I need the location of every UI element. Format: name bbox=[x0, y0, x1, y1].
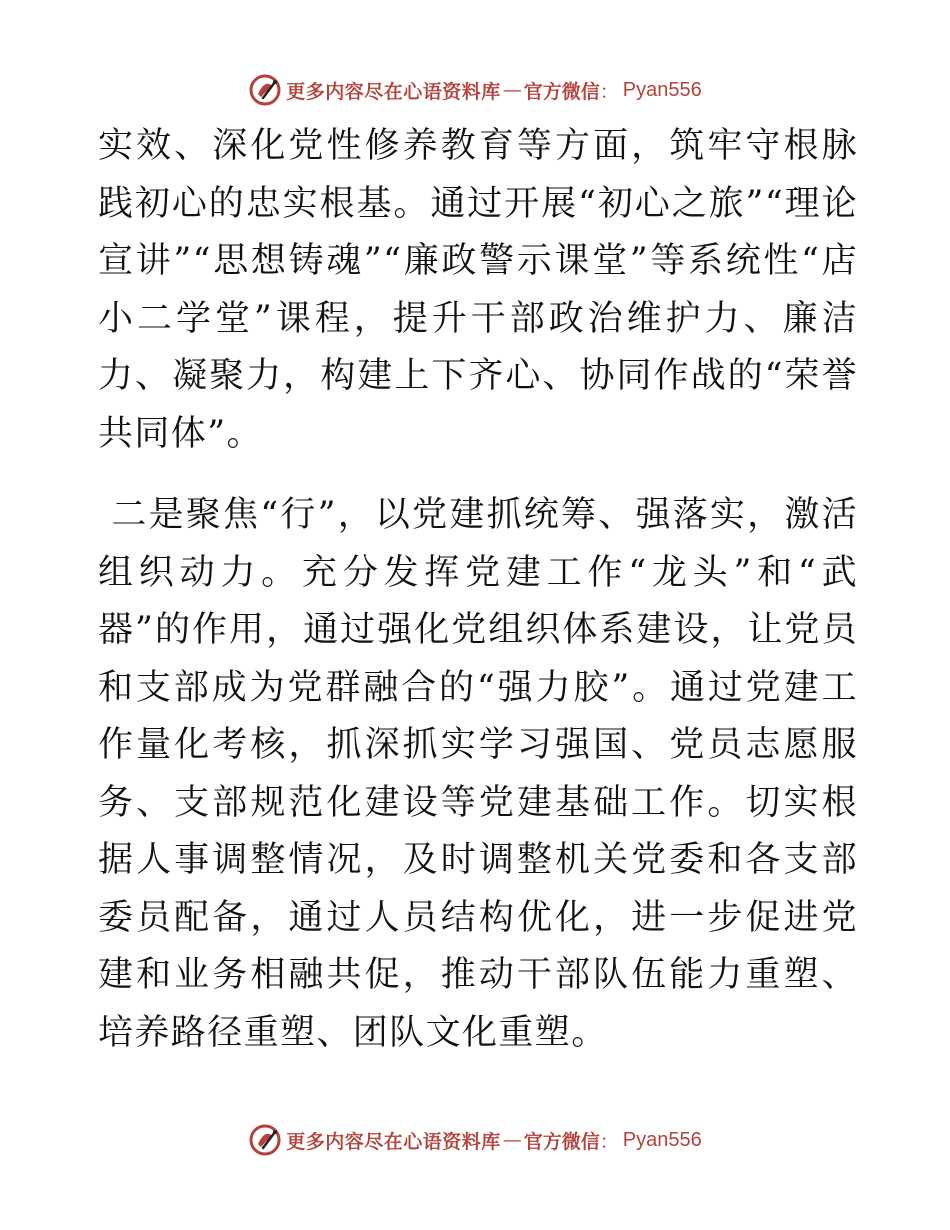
watermark-official-label: 官方微信 bbox=[523, 1130, 600, 1153]
document-body bbox=[98, 118, 858, 1062]
paragraph-2: 二是聚焦“行”，以党建抓统筹、强落实，激活组织动力。充分发挥党建工作“龙头”和“武器”的作用，通过强化党组织体系建设，让党员和支部成为党群融合的“强力胶”。通过党建工作量化考核，抓深抓实学习强国、党员志愿服务、支部规范化建设等党建基础工作。切实根据人事调整情况，及时调整机关党委和各支部委员配备，通过人员结构优化，进一步促进党建和业务相融共促，推动干部队伍能力重塑、培养路径重塑、团队文化重塑。 bbox=[98, 495, 858, 1053]
watermark-wechat-id: Pyan556 bbox=[622, 1128, 702, 1151]
watermark-dash: — bbox=[502, 1129, 522, 1151]
header-watermark bbox=[0, 70, 950, 110]
watermark-wechat-id: Pyan556 bbox=[622, 78, 702, 101]
brand-logo-icon bbox=[248, 1123, 282, 1157]
watermark-colon: ： bbox=[599, 80, 619, 103]
watermark-dash: — bbox=[502, 79, 522, 101]
watermark-brand-text: 更多内容尽在心语资料库 bbox=[286, 80, 501, 103]
watermark-official-label: 官方微信 bbox=[523, 80, 600, 103]
brand-logo-icon bbox=[248, 73, 282, 107]
paragraph-1: 实效、深化党性修养教育等方面，筑牢守根脉践初心的忠实根基。通过开展“初心之旅”“理论宣讲”“思想铸魂”“廉政警示课堂”等系统性“店小二学堂”课程，提升干部政治维护力、廉洁力、凝聚力，构建上下齐心、协同作战的“荣誉共同体”。 bbox=[98, 126, 858, 454]
watermark-brand-text: 更多内容尽在心语资料库 bbox=[286, 1130, 501, 1153]
watermark-colon: ： bbox=[599, 1130, 619, 1153]
footer-watermark bbox=[0, 1120, 950, 1160]
